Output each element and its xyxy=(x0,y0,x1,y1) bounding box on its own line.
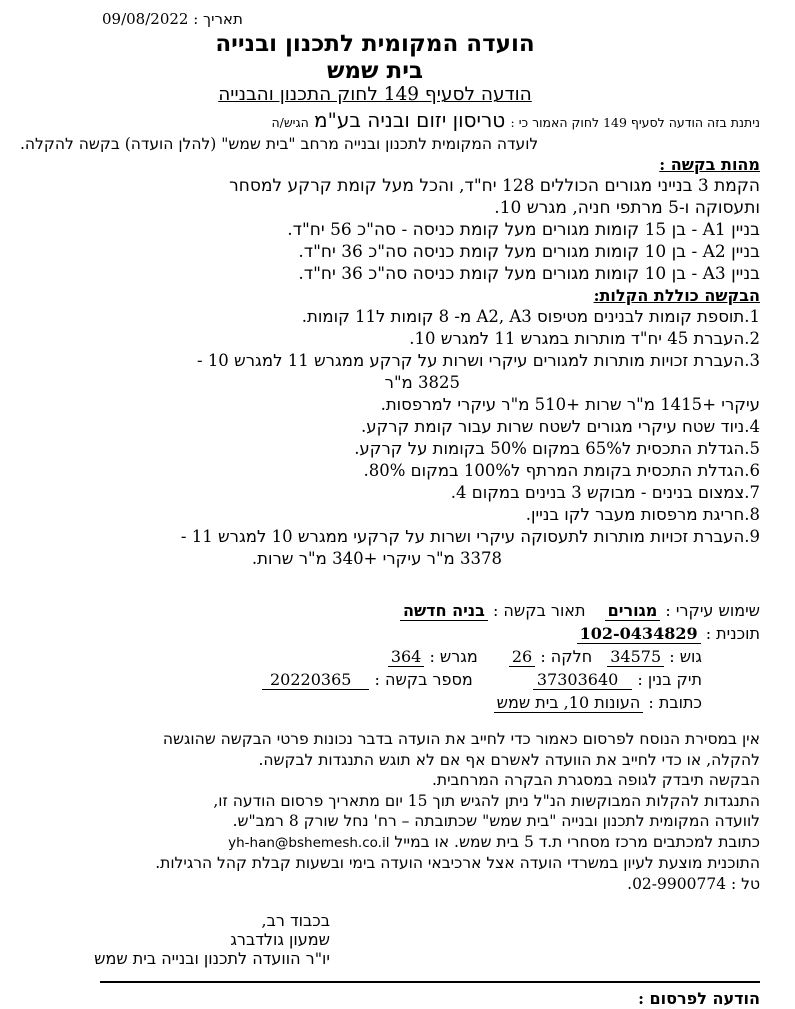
footer-cut-text: הודעה לפרסום : xyxy=(638,989,760,1008)
note-line: לוועדה המקומית לתכנון ובנייה "בית שמש" שכתובתה – רח' נחל שורק 8 רמב"ש. xyxy=(232,812,760,830)
address-value: העונות 10, בית שמש xyxy=(494,693,644,713)
request-desc-value: בניה חדשה xyxy=(400,601,488,621)
relief-item-continuation: 3378 מ"ר עיקרי +340 מ"ר שרות. xyxy=(251,549,502,568)
request-line: ותעסוקה ו-5 מרתפי חניה, מגרש 10. xyxy=(494,198,760,218)
use-and-description-line xyxy=(20,599,760,622)
archive-review-line: התוכנית מוצעת לעיון במשרדי הועדה אצל ארכיבאי הועדה בימי ובשעות קבלת קהל הרגילות. xyxy=(155,854,760,872)
intro-line-1 xyxy=(20,109,760,134)
legal-notes-block xyxy=(20,729,760,894)
helka-label: חלקה : xyxy=(540,647,593,666)
note-line: הבקשה תיבדק לגופה במסגרת הבקרה המרחבית. xyxy=(431,771,760,789)
request-line: הקמת 3 בנייני מגורים הכוללים 128 יח"ד, והכל מעל קומת קרקע למסחר xyxy=(229,176,760,196)
relief-item: 6.הגדלת התכסית בקומת המרתף ל100% במקום 80%. xyxy=(363,461,760,480)
gush-value: 34575 xyxy=(607,647,664,667)
building-a2-line: בניין A2 - בן 10 קומות מגורים מעל קומת כניסה סה"כ 36 יח"ד. xyxy=(298,242,760,262)
relief-item: 9.העברת זכויות מותרות לתעסוקה עיקרי ושרות על קרקעי ממגרש 10 למגרש 11 - xyxy=(180,527,760,546)
relief-item: 7.צמצום בנינים - מבוקש 3 בנינים במקום 4. xyxy=(450,483,760,502)
helka-value: 26 xyxy=(509,647,535,667)
signature-name: שמעון גולדברג xyxy=(230,930,330,949)
request-number-label: מספר בקשה : xyxy=(374,670,473,689)
plan-value: 102-0434829 xyxy=(577,624,701,644)
footer-divider xyxy=(100,981,760,983)
permit-details-block xyxy=(20,599,760,714)
relief-item-continuation: עיקרי +1415 מ"ר שרות +510 מ"ר עיקרי למרפסות. xyxy=(380,395,760,414)
gush-label: גוש : xyxy=(669,647,702,666)
document-headings xyxy=(30,30,720,106)
relief-item: 2.העברת 45 יח"ד מותרות במגרש 11 למגרש 10. xyxy=(409,329,760,348)
intro-suffix-text: הגיש/ה xyxy=(271,115,309,130)
building-a1-line: בניין A1 - בן 15 קומות מגורים מעל קומת כניסה - סה"כ 56 יח"ד. xyxy=(287,220,760,240)
parcel-line xyxy=(20,645,702,668)
committee-title: הועדה המקומית לתכנון ובנייה xyxy=(215,30,535,57)
note-line: התנגדות להקלות המבוקשות הנ"ל ניתן להגיש תוך 15 יום מתאריך פרסום הודעה זו, xyxy=(213,791,760,810)
applicant-name: טריסון יזום ובניה בע"מ xyxy=(314,108,506,132)
signature-block xyxy=(20,911,330,968)
intro-pre-text: ניתנת בזה הודעה לסעיף 149 לחוק האמור כי : xyxy=(510,115,760,130)
relief-item: 5.הגדלת התכסית ל65% במקום 50% בקומות על קרקע. xyxy=(354,439,760,458)
relief-item-continuation: 3825 מ"ר xyxy=(384,373,460,392)
building-file-value: 37303640 xyxy=(533,670,632,690)
notice-title: הודעה לסעיף 149 לחוק התכנון והבנייה xyxy=(218,84,532,105)
date-line: תאריך : 09/08/2022 xyxy=(102,10,243,28)
city-title: בית שמש xyxy=(326,57,424,84)
signature-title: יו"ר הוועדה לתכנון ובנייה בית שמש xyxy=(94,949,330,968)
relief-item: 8.חריגת מרפסות מעבר לקו בניין. xyxy=(525,505,760,524)
file-numbers-line xyxy=(20,668,702,691)
migrash-value: 364 xyxy=(388,647,425,667)
address-line xyxy=(20,691,702,714)
address-label: כתובת : xyxy=(648,693,702,712)
email-address: yh-han@bshemesh.co.il xyxy=(228,834,390,851)
building-a3-line: בניין A3 - בן 10 קומות מגורים מעל קומת כניסה סה"כ 36 יח"ד. xyxy=(298,264,760,284)
plan-label: תוכנית : xyxy=(705,624,760,643)
request-number-value: 20220365 xyxy=(262,670,369,690)
building-file-label: תיק בנין : xyxy=(637,670,702,689)
phone-line: טל : 02-9900774. xyxy=(627,874,760,893)
request-desc-label: תאור בקשה : xyxy=(492,601,586,620)
signature-closing: בכבוד רב, xyxy=(261,911,330,930)
migrash-label: מגרש : xyxy=(429,647,478,666)
relief-item: 4.ניוד שטח עיקרי מגורים לשטח שרות עבור קומת קרקע. xyxy=(361,417,760,436)
note-line: להקלה, או כדי לחייב את הוועדה לאשרם אף אם לא תוגש התנגדות לבקשה. xyxy=(258,750,760,769)
request-heading: מהות בקשה : xyxy=(659,155,760,174)
reliefs-heading: הבקשה כוללת הקלות: xyxy=(593,286,760,305)
main-use-value: מגורים xyxy=(605,601,661,621)
main-use-label: שימוש עיקרי : xyxy=(665,601,760,620)
mailing-address-text: כתובת למכתבים מרכז מסחרי ת.ד 5 בית שמש. או במייל xyxy=(394,832,760,851)
mailing-address-line xyxy=(20,832,760,854)
intro-line-2: לועדה המקומית לתכנון ובנייה מרחב "בית שמש" (להלן הועדה) בקשה להקלה. xyxy=(20,135,539,153)
plan-line xyxy=(20,622,760,645)
relief-item: 3.העברת זכויות מותרות למגורים עיקרי ושרות על קרקע ממגרש 11 למגרש 10 - xyxy=(196,351,760,370)
document-body xyxy=(0,109,795,1009)
relief-item: 1.תוספת קומות לבנינים מטיפוס A2, A3 מ- 8 קומות ל11 קומות. xyxy=(301,307,760,326)
note-line: אין במסירת הנוסח לפרסום כאמור כדי לחייב את הועדה בדבר נכונות פרטי הבקשה שהוגשה xyxy=(162,730,760,748)
